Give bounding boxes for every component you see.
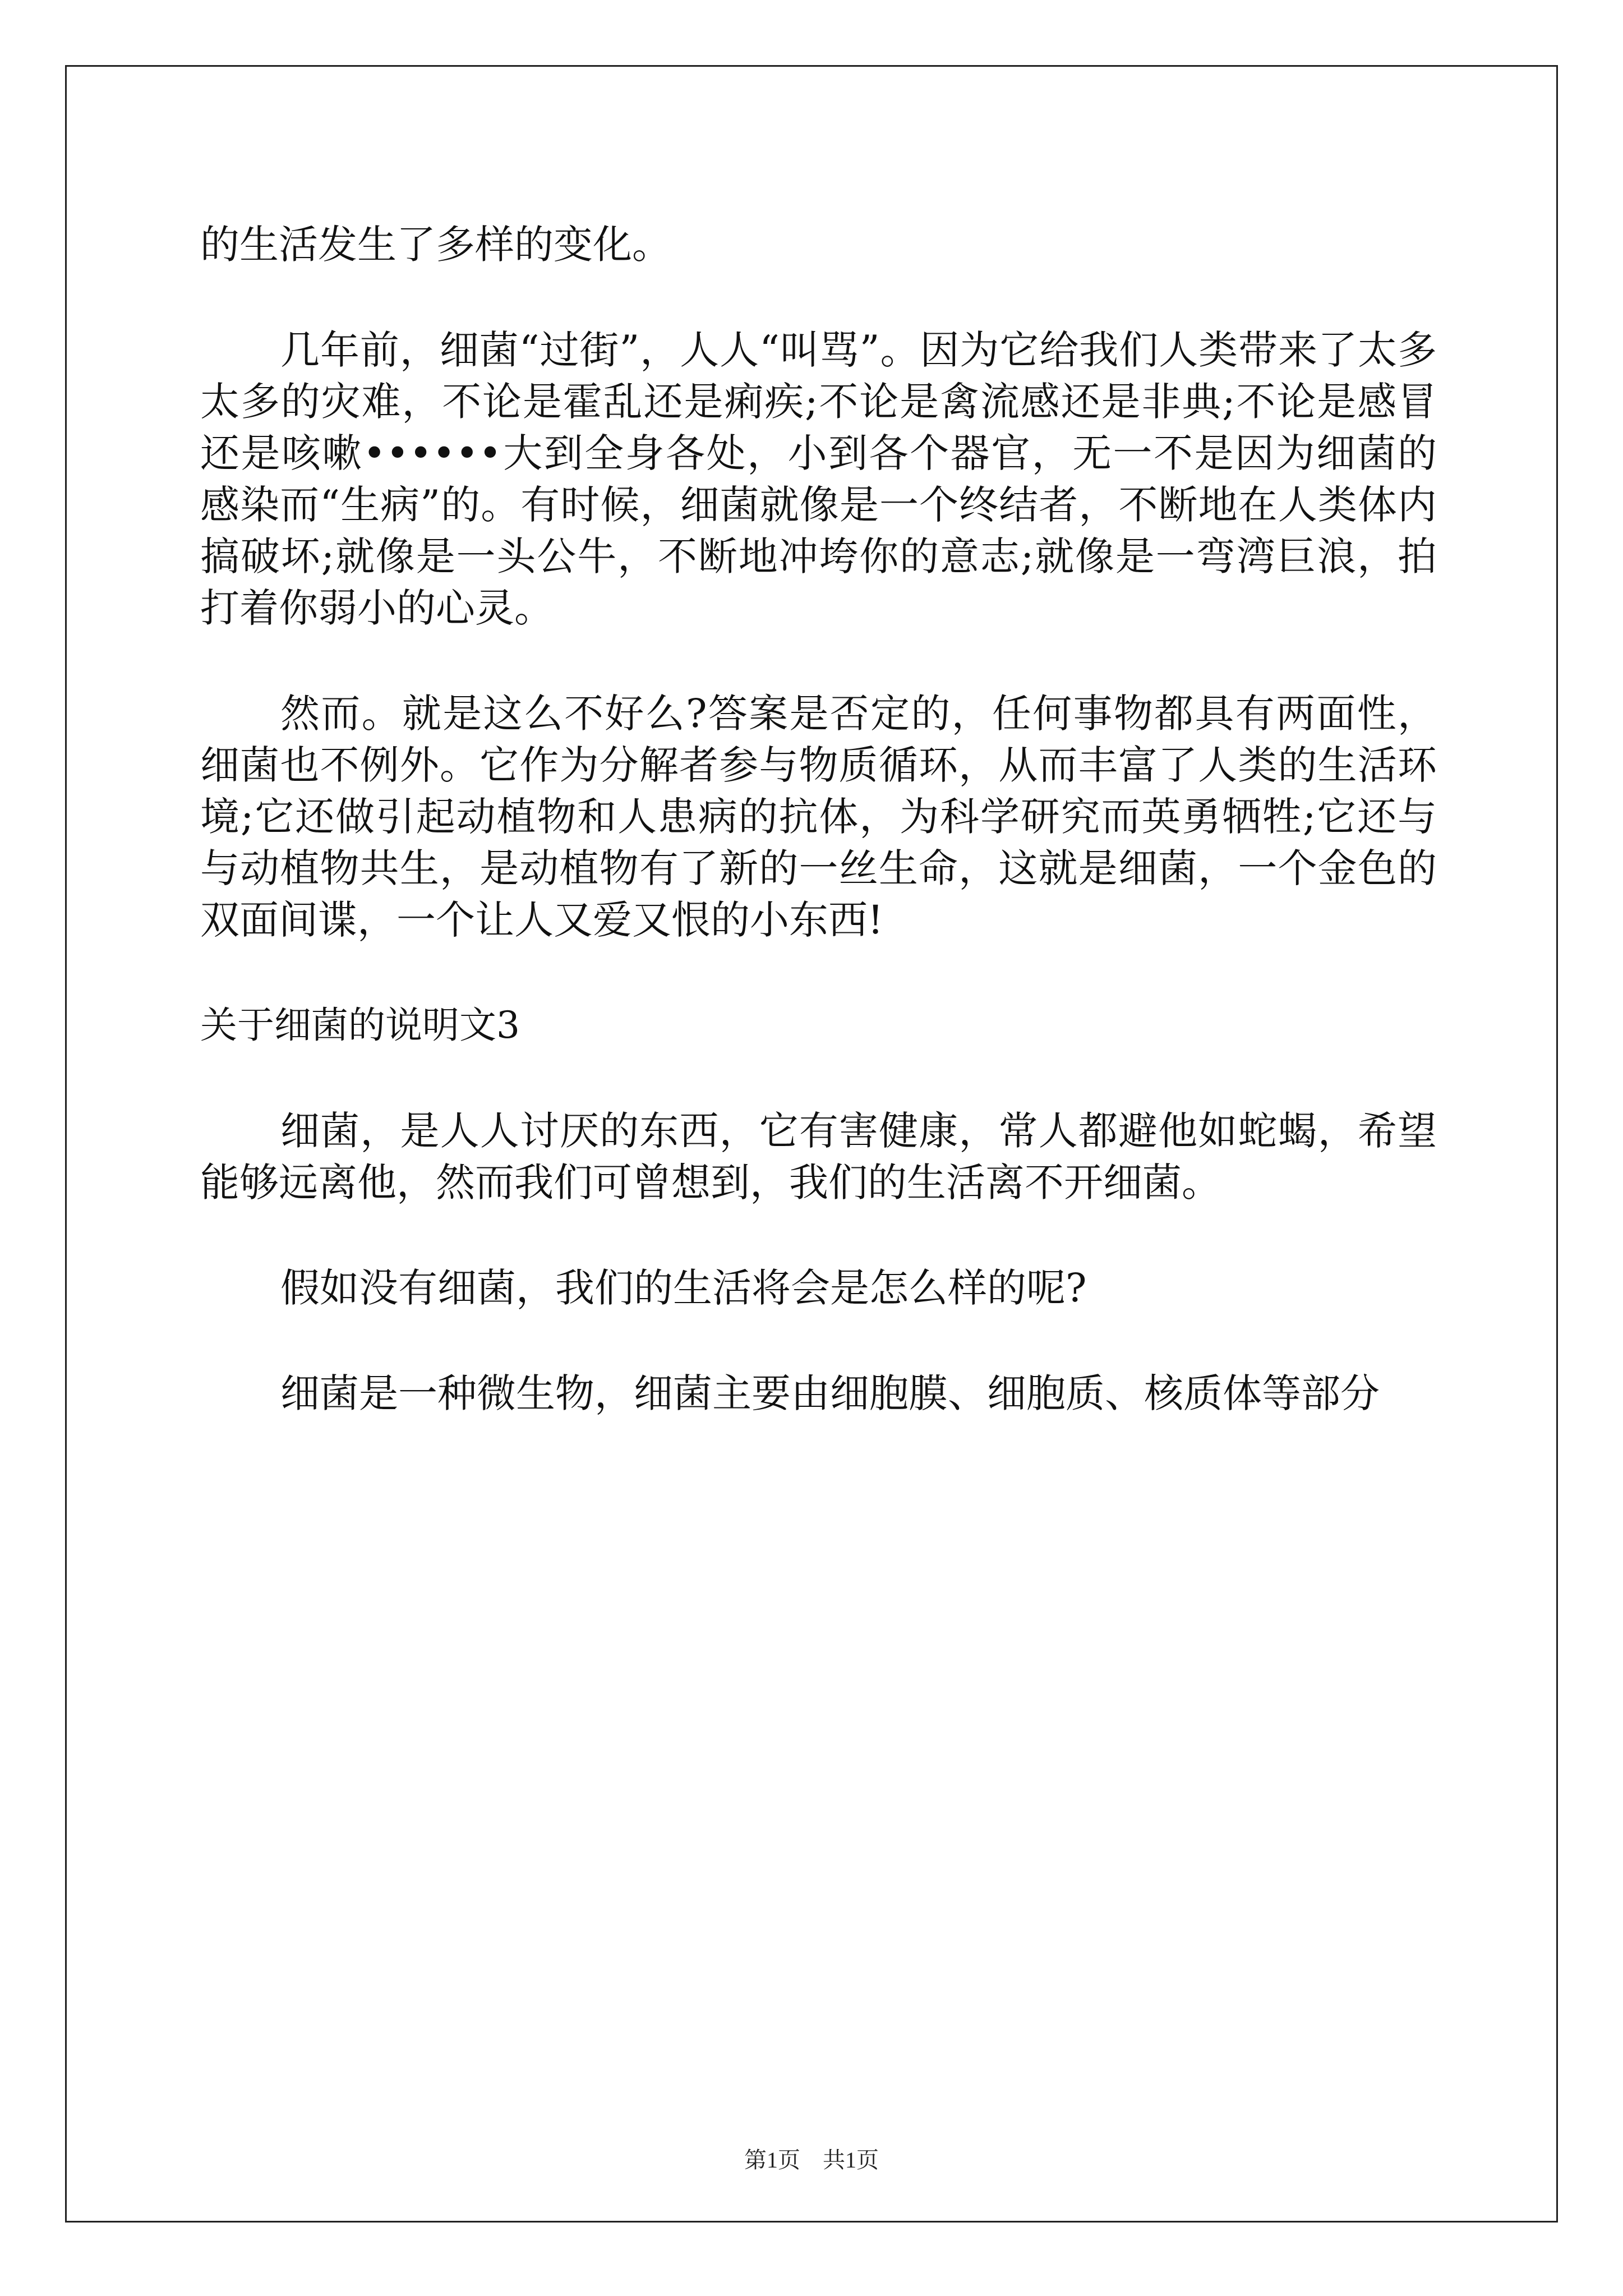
page-total: 共1页 [823,2147,879,2173]
page-footer [0,2142,1623,2174]
paragraph-intro: 细菌，是人人讨厌的东西，它有害健康，常人都避他如蛇蝎，希望能够远离他，然而我们可曾想到，我们的生活离不开细菌。 [200,1108,1437,1205]
section-heading: 关于细菌的说明文3 [200,1004,520,1047]
paragraph-bacteria-harm: 几年前，细菌“过街”，人人“叫骂”。因为它给我们人类带来了太多太多的灾难，不论是霍乱还是痢疾;不论是禽流感还是非典;不论是感冒还是咳嗽••••••大到全身各处，小到各个器官，无一不是因为细菌的感染而“生病”的。有时候，细菌就像是一个终结者，不断地在人类体内搞破坏;就像是一头公牛，不断地冲垮你的意志;就像是一弯湾巨浪，拍打着你弱小的心灵。 [200,327,1437,631]
paragraph-bacteria-benefit: 然而。就是这么不好么?答案是否定的，任何事物都具有两面性，细菌也不例外。它作为分解者参与物质循环，从而丰富了人类的生活环境;它还做引起动植物和人患病的抗体，为科学研究而英勇牺牲;它还与与动植物共生，是动植物有了新的一丝生命，这就是细菌，一个金色的双面间谍，一个让人又爱又恨的小东西! [200,691,1437,943]
page-number: 第1页 [744,2147,800,2173]
paragraph-continuation: 的生活发生了多样的变化。 [200,222,671,268]
paragraph-structure: 细菌是一种微生物，细菌主要由细胞膜、细胞质、核质体等部分 [280,1370,1380,1416]
document-body [200,219,1437,1473]
paragraph-question: 假如没有细菌，我们的生活将会是怎么样的呢? [280,1265,1087,1311]
